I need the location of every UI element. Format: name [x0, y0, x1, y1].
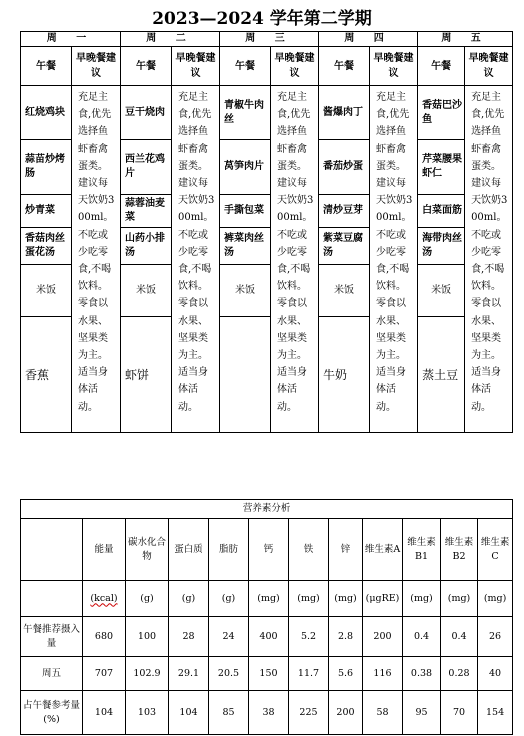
dish-cell: 西兰花鸡片 [121, 140, 172, 195]
dish-cell: 酱爆肉丁 [319, 86, 370, 140]
value-cell: 70 [441, 691, 478, 735]
value-cell: 11.7 [289, 657, 329, 691]
advice-header: 早晚餐建议 [72, 47, 121, 86]
value-cell: 104 [83, 691, 126, 735]
rice-cell: 米饭 [220, 265, 271, 317]
row-label: 周五 [21, 657, 83, 691]
corner-cell [21, 581, 83, 617]
unit-cell: (mg) [403, 581, 441, 617]
day-header-row [21, 32, 513, 47]
dish-cell: 手撕包菜 [220, 195, 271, 228]
snack-cell: 牛奶 [319, 317, 370, 433]
value-cell: 103 [126, 691, 169, 735]
nutrient-header-row [21, 519, 513, 581]
unit-cell: (g) [169, 581, 209, 617]
meal-advice: 充足主食,优先选择鱼虾畜禽蛋类。建议每天饮奶300ml。不吃或少吃零食,不喝饮料。零食以水果、坚果类为主。适当身体活动。 [72, 86, 121, 433]
lunch-header: 午餐 [121, 47, 172, 86]
nutrition-row [21, 617, 513, 657]
value-cell: 40 [478, 657, 513, 691]
value-cell: 116 [363, 657, 403, 691]
dish-cell: 蒜蓉油麦菜 [121, 195, 172, 228]
day-header: 周 四 [319, 32, 418, 47]
dish-cell: 莴笋肉片 [220, 140, 271, 195]
nutrient-header: 锌 [329, 519, 363, 581]
rice-cell: 米饭 [418, 265, 465, 317]
snack-cell: 香蕉 [21, 317, 72, 433]
advice-header: 早晚餐建议 [172, 47, 220, 86]
value-cell: 100 [126, 617, 169, 657]
dish-cell: 炒青菜 [21, 195, 72, 228]
lunch-header: 午餐 [220, 47, 271, 86]
nutrition-row [21, 657, 513, 691]
unit-cell: (mg) [441, 581, 478, 617]
meal-advice: 充足主食,优先选择鱼虾畜禽蛋类。建议每天饮奶300ml。不吃或少吃零食,不喝饮料。零食以水果、坚果类为主。适当身体活动。 [370, 86, 418, 433]
value-cell: 225 [289, 691, 329, 735]
unit-cell: (mg) [329, 581, 363, 617]
nutrient-header: 脂肪 [209, 519, 249, 581]
caption-row [21, 500, 513, 519]
lunch-header: 午餐 [418, 47, 465, 86]
value-cell: 24 [209, 617, 249, 657]
day-header: 周 五 [418, 32, 513, 47]
nutrient-header: 蛋白质 [169, 519, 209, 581]
unit-cell: (mg) [289, 581, 329, 617]
value-cell: 26 [478, 617, 513, 657]
value-cell: 680 [83, 617, 126, 657]
dish-cell: 番茄炒蛋 [319, 140, 370, 195]
nutrient-header: 钙 [249, 519, 289, 581]
unit-cell: (g) [126, 581, 169, 617]
nutrient-header: 维生素B2 [441, 519, 478, 581]
value-cell: 0.28 [441, 657, 478, 691]
unit-cell: (μgRE) [363, 581, 403, 617]
advice-header: 早晚餐建议 [271, 47, 319, 86]
value-cell: 200 [329, 691, 363, 735]
day-header: 周 一 [21, 32, 121, 47]
value-cell: 200 [363, 617, 403, 657]
snack-cell: 虾饼 [121, 317, 172, 433]
nutrient-header: 维生素C [478, 519, 513, 581]
page-title: 2023—2024 学年第二学期 [152, 9, 372, 29]
dish-cell: 香菇肉丝蛋花汤 [21, 228, 72, 265]
nutrition-row [21, 691, 513, 735]
nutrient-header: 碳水化合物 [126, 519, 169, 581]
value-cell: 28 [169, 617, 209, 657]
dish-cell: 海带肉丝汤 [418, 228, 465, 265]
day-header: 周 三 [220, 32, 319, 47]
value-cell: 20.5 [209, 657, 249, 691]
snack-cell [220, 317, 271, 433]
dish-cell: 青椒牛肉丝 [220, 86, 271, 140]
dish-cell: 裤菜肉丝汤 [220, 228, 271, 265]
nutrient-header: 维生素A [363, 519, 403, 581]
corner-cell [21, 519, 83, 581]
unit-row [21, 581, 513, 617]
advice-header: 早晚餐建议 [465, 47, 513, 86]
value-cell: 102.9 [126, 657, 169, 691]
value-cell: 104 [169, 691, 209, 735]
rice-cell: 米饭 [21, 265, 72, 317]
value-cell: 29.1 [169, 657, 209, 691]
value-cell: 400 [249, 617, 289, 657]
dish-cell: 红烧鸡块 [21, 86, 72, 140]
snack-cell: 蒸土豆 [418, 317, 465, 433]
nutrition-analysis-table [20, 499, 513, 735]
dish-cell: 豆干烧肉 [121, 86, 172, 140]
day-header: 周 二 [121, 32, 220, 47]
unit-cell: (g) [209, 581, 249, 617]
dish-cell: 香菇巴沙鱼 [418, 86, 465, 140]
dish-row [21, 86, 513, 140]
value-cell: 154 [478, 691, 513, 735]
row-label: 占午餐参考量(%) [21, 691, 83, 735]
dish-cell: 山药小排汤 [121, 228, 172, 265]
meal-advice: 充足主食,优先选择鱼虾畜禽蛋类。建议每天饮奶300ml。不吃或少吃零食,不喝饮料。零食以水果、坚果类为主。适当身体活动。 [465, 86, 513, 433]
dish-cell: 紫菜豆腐汤 [319, 228, 370, 265]
value-cell: 0.4 [403, 617, 441, 657]
nutrient-header: 维生素B1 [403, 519, 441, 581]
nutrient-header: 铁 [289, 519, 329, 581]
weekly-menu-table [20, 31, 513, 433]
lunch-header: 午餐 [319, 47, 370, 86]
nutrient-header: 能量 [83, 519, 126, 581]
unit-cell: (mg) [478, 581, 513, 617]
lunch-header: 午餐 [21, 47, 72, 86]
value-cell: 38 [249, 691, 289, 735]
rice-cell: 米饭 [319, 265, 370, 317]
unit-cell: (kcal) [83, 581, 126, 617]
column-header-row [21, 47, 513, 86]
nutrition-caption: 营养素分析 [21, 500, 513, 519]
unit-cell: (mg) [249, 581, 289, 617]
value-cell: 707 [83, 657, 126, 691]
dish-cell: 清炒豆芽 [319, 195, 370, 228]
value-cell: 2.8 [329, 617, 363, 657]
dish-cell: 芹菜腰果虾仁 [418, 140, 465, 195]
advice-header: 早晚餐建议 [370, 47, 418, 86]
rice-cell: 米饭 [121, 265, 172, 317]
value-cell: 5.6 [329, 657, 363, 691]
value-cell: 150 [249, 657, 289, 691]
value-cell: 95 [403, 691, 441, 735]
row-label: 午餐推荐摄入量 [21, 617, 83, 657]
meal-advice: 充足主食,优先选择鱼虾畜禽蛋类。建议每天饮奶300ml。不吃或少吃零食,不喝饮料。零食以水果、坚果类为主。适当身体活动。 [271, 86, 319, 433]
value-cell: 85 [209, 691, 249, 735]
dish-cell: 蒜苗炒烤肠 [21, 140, 72, 195]
value-cell: 0.4 [441, 617, 478, 657]
value-cell: 5.2 [289, 617, 329, 657]
meal-advice: 充足主食,优先选择鱼虾畜禽蛋类。建议每天饮奶300ml。不吃或少吃零食,不喝饮料。零食以水果、坚果类为主。适当身体活动。 [172, 86, 220, 433]
value-cell: 58 [363, 691, 403, 735]
dish-cell: 白菜面筋 [418, 195, 465, 228]
value-cell: 0.38 [403, 657, 441, 691]
